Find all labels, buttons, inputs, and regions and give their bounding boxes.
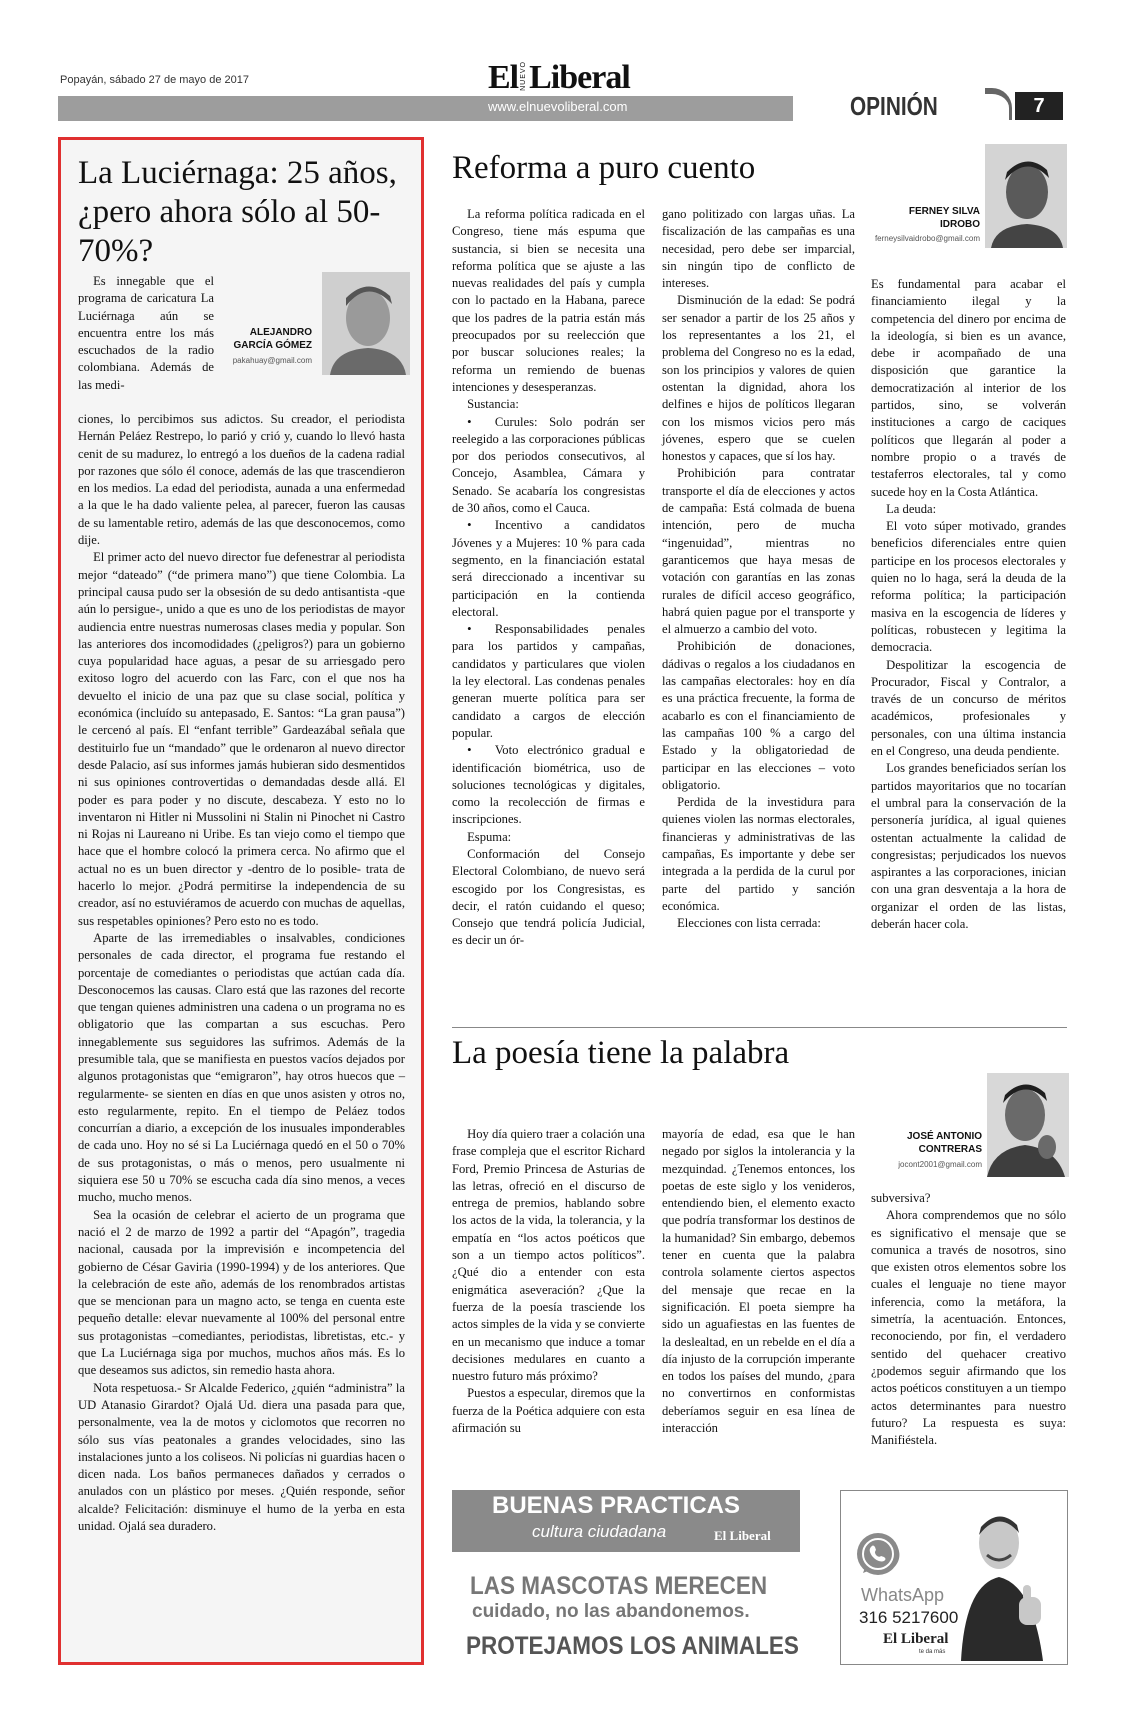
article2-bullet bbox=[452, 742, 645, 828]
whatsapp-icon bbox=[853, 1529, 903, 1579]
ad-banner-brand: El Liberal bbox=[714, 1528, 771, 1543]
article3-paragraph: Puestos a especular, diremos que la fuerza de la Poética adquiere con esta afirmación su bbox=[452, 1386, 645, 1436]
article2-paragraph: Los grandes beneficiados serían los partidos mayoritarios que no tocarían el umbral para la conservación de la personería jurídica, al igual quienes ostentan actualmente la calidad de congresistas; perjudicados los nuevos aspirantes a las corporaciones, inician con una gran desventaja a la hora de organizar el orden de las listas, deberán hacer cola. bbox=[871, 761, 1066, 931]
article2-paragraph: La deuda: bbox=[886, 501, 937, 516]
article2-paragraph: La reforma política radicada en el Congreso, tiene más espuma que sustancia, si bien se necesita una reforma política que se ajuste a las nuevas realidades del país y cumpla con lo pactado en la Habana, parece que los padres de la patria están más preocupados por su reelección que por buscar soluciones reales; la reforma un remiendo de buenas intenciones y desesperanzas. bbox=[452, 207, 645, 394]
article3-paragraph: mayoría de edad, esa que le han negado por siglos la intolerancia y la mezquindad. ¿Tenemos entonces, los poetas de este siglo y los venideros, entendiendo bien, el elemento exacto que podría transformar los destinos de la humanidad? Sin embargo, debemos tener en cuenta que la palabra controla solamente ciertos aspectos del mensaje que recae en la significación. El poeta siempre ha sido un aguafiestas en las fuentes de la deslealtad, en un rebelde en el día a día injusto de la corrupción imperante en todos los países del mundo, ¿para no convertirnos en conformistas deberíamos seguir en esa línea de interacción bbox=[662, 1127, 855, 1436]
ad-slogan: PROTEJAMOS LOS ANIMALES bbox=[466, 1632, 799, 1660]
article3-email[interactable]: jocont2001@gmail.com bbox=[898, 1160, 982, 1169]
header-bar bbox=[58, 96, 793, 121]
page-number: 7 bbox=[1015, 92, 1063, 120]
article1-paragraph: Aparte de las irremediables o insalvables, condiciones personales de cada director, el programa fue restando el porcentaje de comediantes o periodistas que actúan cada día. Desconocemos las causas. Claro está que las razones del recorte que tengan quienes administren una cadena o un programa no es obligatorio que las compartan a sus escuchas. Pero innegablemente sus seguidores las sufrimos. Además de la presumible tala, que se manifiesta en puestos vacíos dejados por algunos protagonistas que “emigraron”, hay otros huecos que –regularmente- se sienten en días en que unos asisten y otros no, esto regularmente, repito. En el tiempo de Peláez todos concurrían a diario, a excepción de los inusuales imponderables de cada uno. Hoy no sé si La Luciérnaga quedó en el 50 o 70% de sus protagonistas, o más o menos, pero usualmente ni siquiera ese 50 u 70% se escucha cada día sino menos, a veces mucho, mucho menos. bbox=[78, 930, 405, 1205]
ad-person-image bbox=[957, 1501, 1065, 1661]
article1-intro bbox=[78, 273, 214, 394]
whatsapp-label: WhatsApp bbox=[861, 1585, 945, 1605]
logo-liberal: Liberal bbox=[529, 59, 630, 96]
article2-column-3 bbox=[871, 276, 1066, 933]
advertisement[interactable] bbox=[452, 1490, 1067, 1665]
article2-bullet bbox=[452, 517, 645, 621]
ad-subheadline: cuidado, no las abandonemos. bbox=[472, 1601, 750, 1622]
ad-banner-subtitle: cultura ciudadana bbox=[532, 1522, 667, 1541]
article3-author: JOSÉ ANTONIO CONTRERAS bbox=[906, 1131, 982, 1155]
article2-bullet-text: Curules: Solo podrán ser reelegido a las corporaciones públicas por dos periodos consecutivos, al Concejo, Asamblea, Cámara y Senado. Se acabaría los congresistas de 30 años, como el Cauca. bbox=[452, 414, 645, 516]
ad-logo-tagline: te da más bbox=[919, 1649, 946, 1655]
section-ornament bbox=[985, 88, 1012, 120]
article2-bullet bbox=[452, 621, 645, 742]
article2-bullet-text: Responsabilidades penales para los partidos y campañas, candidatos y particulares que violen la ley electoral. Las condenas penales generan muerte política para ser candidato a cargos de elección popular. bbox=[452, 622, 645, 740]
article3-column-1 bbox=[452, 1126, 645, 1437]
dateline: Popayán, sábado 27 de mayo de 2017 bbox=[60, 74, 249, 86]
article2-bullet-text: Incentivo a candidatos Jóvenes y a Mujeres: 10 % para cada segmento, en la financiación estatal será direccionado a incentivar su participación en la contienda electoral. bbox=[452, 518, 645, 619]
section-title: OPINIÓN bbox=[850, 91, 938, 121]
article1-intro-text: Es innegable que el programa de caricatura La Luciérnaga aún se encuentra entre los más escuchados de la radio colombiana. Además de las medi- bbox=[78, 274, 214, 392]
whatsapp-phone[interactable]: 316 5217600 bbox=[859, 1608, 959, 1627]
ad-logo: El Liberal bbox=[883, 1631, 949, 1647]
article2-paragraph: gano politizado con largas uñas. La fiscalización de las campañas es una necesidad, pero debe ser imparcial, sin ningún tipo de conflicto de intereses. bbox=[662, 207, 855, 291]
article2-title: Reforma a puro cuento bbox=[452, 150, 756, 186]
article2-paragraph: Elecciones con lista cerrada: bbox=[677, 916, 821, 931]
article2-paragraph: Prohibición de donaciones, dádivas o regalos a los ciudadanos en las campañas electorales: hoy en día es una práctica frecuente, la forma de acabarlo es con el financiamiento de las campañas 100 % a cargo del Estado y la obligatoriedad de participar en las elecciones – voto obligatorio. bbox=[662, 639, 855, 792]
whatsapp-box[interactable] bbox=[840, 1490, 1068, 1665]
author-photo-silva bbox=[985, 144, 1067, 248]
article3-paragraph: subversiva? bbox=[871, 1191, 931, 1205]
article1-body bbox=[78, 411, 405, 1535]
article2-bullet bbox=[452, 414, 645, 518]
article2-paragraph: Disminución de la edad: Se podrá ser senador a partir de los 25 años y los representantes a los 21, el problema del Congreso no es la edad, son los principios y valores de quien ostentan la dignidad, ahora los delfines e hijos de políticos llegaran con los mismos vicios pero más jóvenes, espero que se cuelen honestos y capaces, que sí los hay. bbox=[662, 293, 855, 464]
article1-author: ALEJANDRO GARCÍA GÓMEZ bbox=[233, 327, 312, 351]
article2-column-2 bbox=[662, 206, 855, 932]
article1-email[interactable]: pakahuay@gmail.com bbox=[232, 356, 312, 365]
article1-paragraph: Sea la ocasión de celebrar el acierto de un programa que nació el 2 de marzo de 1992 a partir del “Apagón”, tragedia nacional, causada por la imprevisión e incompetencia del gobierno de César Gaviria (1990-1994) y de los anteriores. Que la celebración de este año, además de los renombrados artistas que se mencionan para un magno acto, se tenga en cuenta este pequeño detalle: elevar nuevamente al 100% del personal entre sus protagonistas –comediantes, periodistas, libretistas, etc.- y que La Luciérnaga siga por muchos, muchos años más. Es lo que deseamos sus adictos, sin remedio hasta ahora. bbox=[78, 1207, 405, 1378]
article2-column-1 bbox=[452, 206, 645, 950]
article1-title: La Luciérnaga: 25 años, ¿pero ahora sólo al 50-70%? bbox=[78, 155, 397, 269]
logo-nuevo: NUEVO bbox=[520, 61, 528, 91]
article2-paragraph: El voto súper motivado, grandes beneficios diferenciales entre quien participe en los procesos electorales y quien no lo haga, será la deuda de la reforma política; la participación masiva en la escogencia de líderes y políticas, robustecen y legitima la democracia. bbox=[871, 519, 1066, 655]
logo-el: El bbox=[488, 59, 519, 96]
article3-title: La poesía tiene la palabra bbox=[452, 1035, 790, 1071]
ad-banner bbox=[452, 1490, 800, 1552]
article1-paragraph: El primer acto del nuevo director fue defenestrar al periodista mejor “dateado” (“de primera mano”) que tiene Colombia. La principal causa pudo ser la obsesión de su dedo antisantista -que aún lo persigue-, unido a que es uno de los periodistas de mayor audiencia entre nuestras numerosas clases media y popular. Son las anteriores dos incomodidades (¿peligros?) para un gobierno cuya popularidad hace aguas, a pesar de su arriesgado pero exitoso logro del acuerdo con las Farc, con el que nos ha devuelto el inicio de una paz que su clase social, política y económica (incluído su antepasado, E. Santos: “La gran pausa”) le cercenó al país. El “enfant terrible” Gardeazábal señala que destituirlo fue un “mandado” que le ordenaron al nuevo director desde Palacio, así sus informes jamás hubieran sido desmentidos ni sus opiniones controvertidas o demandadas desde allá. El poder es para poder y no discute, descabeza. Y esto no lo inventaron ni Hitler ni Mussolini ni Stalin ni Pinochet ni Castro ni Rojas ni Laureano ni Uribe. Es tan viejo como el tiempo que hace que el hombre colocó la primera cerca. No afirmo que el actual no es un buen director y -dentro de lo posible- trata de hacerlo lo mejor. ¿Podrá permitirse la independencia de su creador, así no estuviéramos de acuerdo con muchas de aquellas, sus respetables opiniones? Pero esto no es todo. bbox=[78, 550, 405, 928]
article2-paragraph: Despolitizar la escogencia de Procurador, Fiscal y Contralor, a través de un concurso de méritos académicos, profesionales y personales, con una última instancia en el Congreso, una deuda pendiente. bbox=[871, 657, 1066, 759]
article2-email[interactable]: ferneysilvaidrobo@gmail.com bbox=[874, 234, 980, 243]
article1-paragraph: ciones, lo percibimos sus adictos. Su creador, el periodista Hernán Peláez Restrepo, lo parió y crió y, cuando lo llevó hasta cenit de su madurez, lo entregó a los dueños de la cadena radial por razones que sólo él conoce, además de las que trascendieron en los medios. La edad del periodista, aunada a una enfermedad a la que le ha dado valiente pelea, al parecer, fueron las causas de su lamentable retiro, además de las que desconocemos, como dije. bbox=[78, 412, 405, 548]
article2-paragraph: Perdida de la investidura para quienes violen las normas electorales, financieras y administrativas de las campañas, Es importante y debe ser integrada a la perdida de la curul por parte del partido y sanción económica. bbox=[662, 795, 855, 913]
article3-paragraph: Ahora comprendemos que no sólo es significativo el mensaje que se comunica a través de nosotros, sino que existen otros elementos sobre los cuales el lenguaje no tiene mayor inferencia, como la metáfora, la simetría, la acentuación. Entonces, reconociendo, por fin, el verdadero sentido del quehacer creativo ¿podemos seguir afirmando que los actos poéticos constituyen a un tiempo actos determinantes para nuestro futuro? La respuesta es suya: Manifiéstela. bbox=[871, 1208, 1066, 1448]
article3-paragraph: Hoy día quiero traer a colación una frase compleja que el escritor Richard Ford, Premio Princesa de Asturias de las letras, ofreció en el discurso de entrega de premios, hablando sobre los actos de la vida, la tolerancia, y la empatía en “los actos poéticos que son a un tiempo actos políticos”. ¿Qué dio a entender con esta enigmática aseveración? ¿Que la fuerza de la poesía trasciende los actos simples de la vida y se convierte en un mecanismo que induce a tomar decisiones medulares en cuanto a nuestro futuro más próximo? bbox=[452, 1127, 645, 1384]
masthead-logo[interactable] bbox=[488, 58, 630, 94]
ad-headline: LAS MASCOTAS MERECEN bbox=[470, 1572, 768, 1600]
section-divider bbox=[452, 1027, 1067, 1028]
article2-paragraph: Conformación del Consejo Electoral Colombiano, de nuevo será escogido por los Congresistas, es decir, el ratón cuidando el queso; Consejo que tendrá policía Judicial, es decir un ór- bbox=[452, 846, 645, 948]
article2-paragraph: Es fundamental para acabar el financiamiento ilegal y la competencia del dinero por encima de la ideología, si bien es un avance, debe ir acompañado de una disposición que garantice la democratización al interior de los partidos, sino, se volverán instituciones a cargo de caciques políticos que llegarán al poder a nombre propio o a través de testaferros electorales, tal y como sucede hoy en la Costa Atlántica. bbox=[871, 277, 1066, 499]
site-url[interactable]: www.elnuevoliberal.com bbox=[488, 99, 628, 114]
author-photo-garcia bbox=[322, 272, 410, 375]
ad-banner-title: BUENAS PRACTICAS bbox=[492, 1492, 741, 1519]
article2-paragraph: Espuma: bbox=[467, 829, 512, 844]
article2-paragraph: Sustancia: bbox=[467, 397, 519, 412]
article3-column-2 bbox=[662, 1126, 855, 1437]
article2-author: FERNEY SILVA IDROBO bbox=[908, 206, 980, 230]
article3-column-3 bbox=[871, 1190, 1066, 1449]
article2-paragraph: Prohibición para contratar transporte el día de elecciones y actos de campaña: Está colmada de buena intención, pero de mucha “ingenuidad”, mientras no garanticemos que haya mesas de votación con garantías en las zonas rurales de difícil acceso geográfico, habrá quien pague por el transporte y el almuerzo a cambio del voto. bbox=[662, 466, 855, 637]
author-photo-contreras bbox=[987, 1073, 1069, 1177]
article1-paragraph: Nota respetuosa.- Sr Alcalde Federico, ¿quién “administra” la UD Atanasio Girardot? Ojalá Ud. diera una pasada para que, personalmente, vea la de motos y ciclomotos que recorren no sólo sus vías peatonales a grandes velocidades, sino las instalaciones junto a los coliseos. Ni policías ni guardias hacen o dicen nada. Los baños permaneces dañados y cerrados o anulados con un plástico por meses. ¿Quién responde, señor alcalde? Felicitación: disminuye el humo de la yerba en esta unidad. Ojalá sea duradero. bbox=[78, 1380, 405, 1533]
article2-bullet-text: Voto electrónico gradual e identificación biométrica, uso de soluciones tecnológicas y digitales, como la recolección de firmas e inscripciones. bbox=[452, 743, 645, 827]
